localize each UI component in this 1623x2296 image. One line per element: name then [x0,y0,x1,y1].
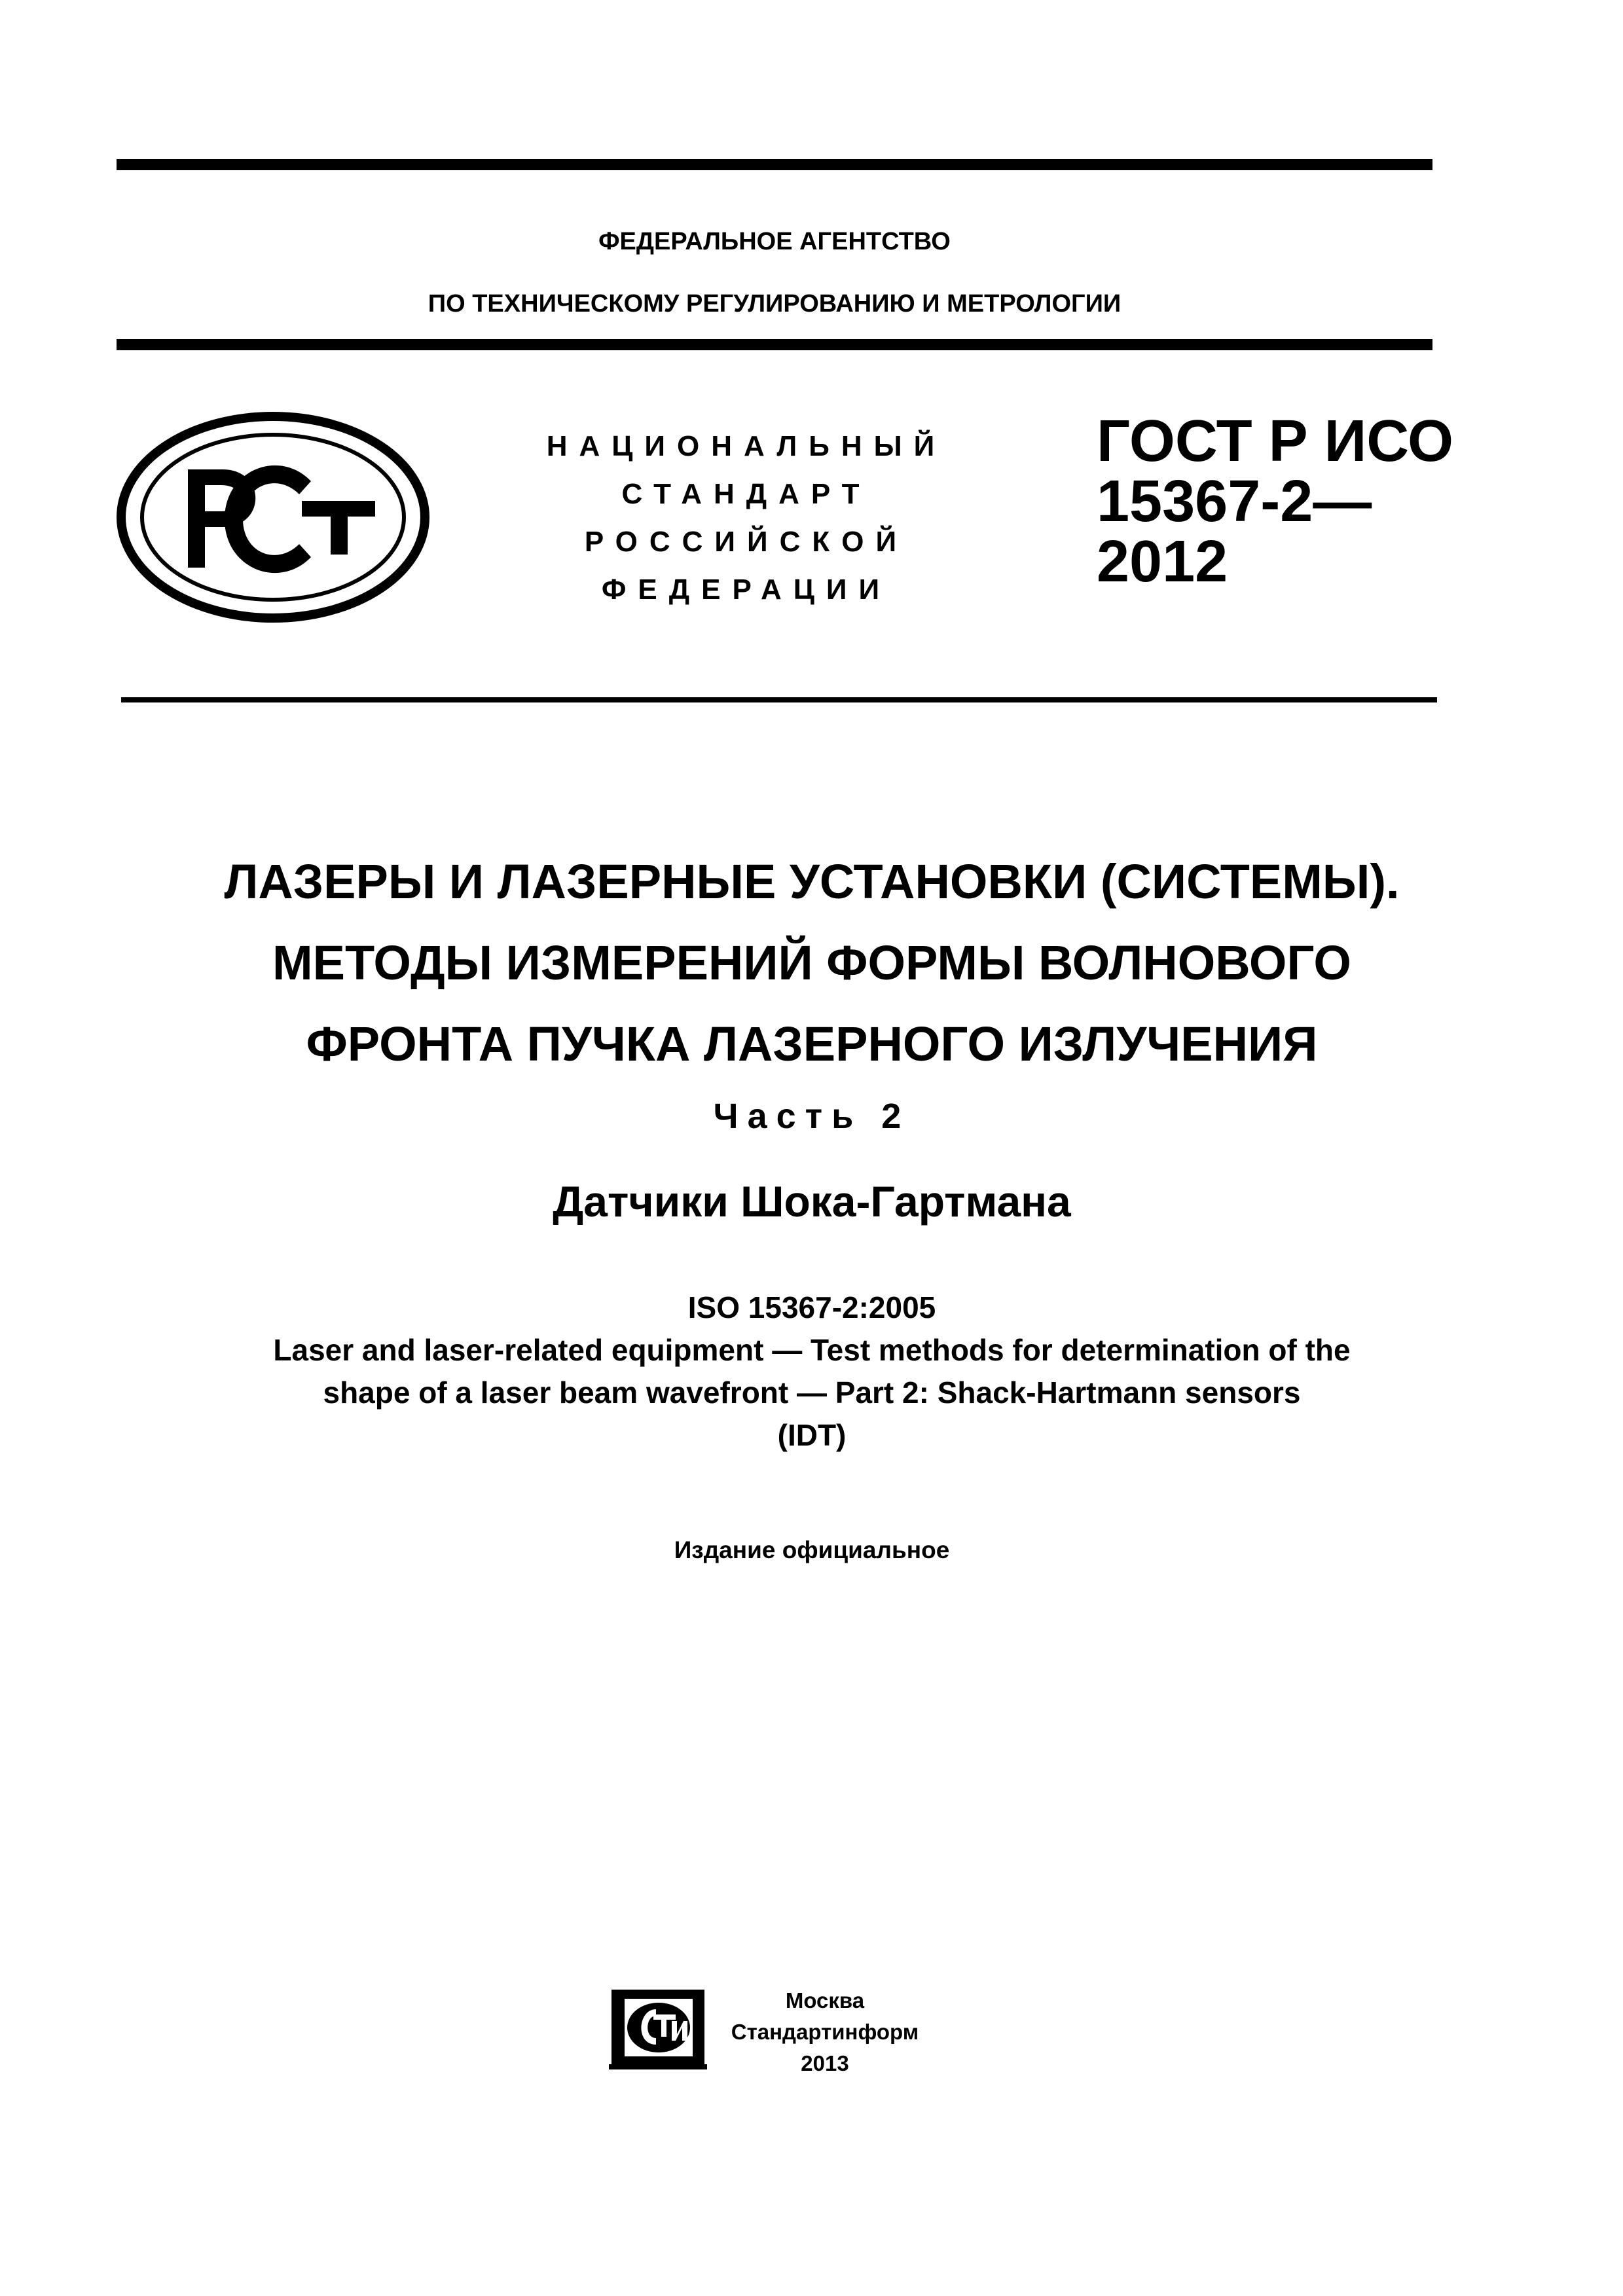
top-rule [117,159,1432,170]
agency-header [117,211,1432,335]
designation-line: ГОСТ Р ИСО [1097,409,1454,474]
agency-rule [117,339,1432,350]
title-line: МЕТОДЫ ИЗМЕРЕНИЙ ФОРМЫ ВОЛНОВОГО [272,936,1351,990]
national-standard-label [498,422,995,613]
iso-line: Laser and laser-related equipment — Test methods for determination of the [273,1333,1351,1367]
publisher-year: 2013 [801,2051,849,2075]
designation-line: 15367-2— [1097,469,1372,534]
title-line: ФРОНТА ПУЧКА ЛАЗЕРНОГО ИЗЛУЧЕНИЯ [306,1017,1318,1071]
agency-line-1: ФЕДЕРАЛЬНОЕ АГЕНТСТВО [598,228,951,255]
rst-logo-icon [115,409,432,625]
publisher-city: Москва [785,1988,865,2013]
national-line: РОССИЙСКОЙ [584,526,909,558]
iso-line: (IDT) [777,1418,847,1452]
iso-reference [79,1286,1545,1457]
title-line: ЛАЗЕРЫ И ЛАЗЕРНЫЕ УСТАНОВКИ (СИСТЕМЫ). [224,854,1400,909]
designation-line: 2012 [1097,529,1228,594]
national-line: НАЦИОНАЛЬНЫЙ [546,430,947,462]
national-line: ФЕДЕРАЦИИ [601,574,892,606]
document-title [79,841,1545,1085]
national-line: СТАНДАРТ [621,478,871,510]
iso-line: shape of a laser beam wavefront — Part 2: Shack-Hartmann sensors [323,1376,1301,1410]
edition-label: Издание официальное [674,1537,950,1563]
part-label: Часть 2 [713,1097,911,1136]
agency-line-2: ПО ТЕХНИЧЕСКОМУ РЕГУЛИРОВАНИЮ И МЕТРОЛОГИИ [428,290,1122,318]
standard-designation [1097,411,1463,592]
publisher-info [727,1985,923,2079]
designation-rule [121,697,1437,702]
publisher-name: Стандартинформ [731,2020,919,2044]
iso-line: ISO 15367-2:2005 [687,1290,936,1324]
standartinform-logo-icon [609,1987,707,2072]
document-subtitle: Датчики Шока-Гартмана [553,1177,1071,1226]
